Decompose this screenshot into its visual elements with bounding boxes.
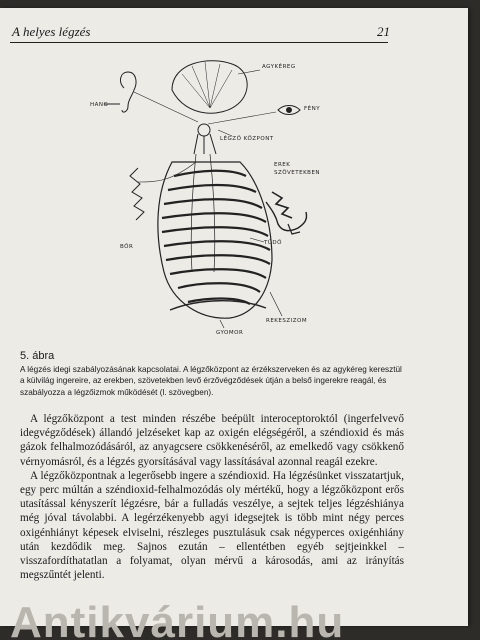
running-head (10, 24, 388, 43)
label-erek: EREK (274, 162, 291, 168)
figure-caption: A légzés idegi szabályozásának kapcsolatai. A légzőközpont az érzékszerveken és az agykéreg keresztül a külvilág ingereire, az erekben, szövetekben levő érzővégződések útján a belső ingerekre reagál, és szabályozza a légzőizmok működését (l. szövegben). (20, 365, 402, 397)
paragraph-2: A légzőközpontnak a legerősebb ingere a széndioxid. Ha légzésünket visszatartjuk, egy perc múltán a széndioxid-felhalmozódás oly mértékű, hogy a légzőközpont erős utasítással kényszerít légzésre, bár a fulladás veszélye, a sejtek teljes légzéshiánya még jóval távolabbi. A legérzékenyebb agyi idegsejtek is több mint négy perces oxigénhiányt képesek elviselni, részleges pusztulásuk csak négyperces oxigénhiány után kezdődik meg. Sajnos ezután – ellentétben egyéb sejtjeinkkel – visszafordíthatatlan a folyamat, olyan mérvű a károsodás, ami az irányítás megszűntét jelenti. (20, 469, 404, 582)
respiratory-diagram (60, 52, 350, 348)
label-legzo-kozpont: LÉGZŐ KÖZPONT (220, 136, 274, 142)
label-feny: FÉNY (304, 106, 321, 112)
ear-shape (121, 72, 136, 112)
respiratory-center (198, 124, 210, 136)
watermark: Antikvárium.hu (10, 598, 345, 640)
page-number: 21 (377, 24, 390, 39)
figure-number: 5. ábra (20, 350, 55, 362)
paragraph-1: A légzőközpont a test minden részébe beépült interoceptoroktól (ingerfelvevő idegvégződések) állandó jelzéseket kap az oxigén elégségéről, a széndioxid és más gázok felhalmozódásáról, az anyagcsere csökkenéséről, az emelkedő vagy csökkenő vérnyomásról, és a légzés gyorsításával vagy lassításával azonnal reagál ezekre. (20, 413, 404, 468)
label-rekeszizom: REKESZIZOM (266, 318, 308, 324)
label-hang: HANG (90, 102, 109, 108)
skin-shape (130, 168, 144, 220)
body-text (20, 412, 404, 582)
vessel-shape (272, 192, 292, 218)
label-szovetekben: SZÖVETEKBEN (274, 170, 321, 176)
diagram-drawing (60, 52, 350, 348)
label-gyomor: GYOMOR (216, 330, 244, 336)
label-agykereg: AGYKÉREG (262, 64, 296, 70)
book-page (0, 8, 468, 626)
label-bor: BŐR (120, 244, 134, 250)
label-tudo: TÜDŐ (264, 240, 282, 246)
chapter-title: A helyes légzés (12, 24, 91, 39)
